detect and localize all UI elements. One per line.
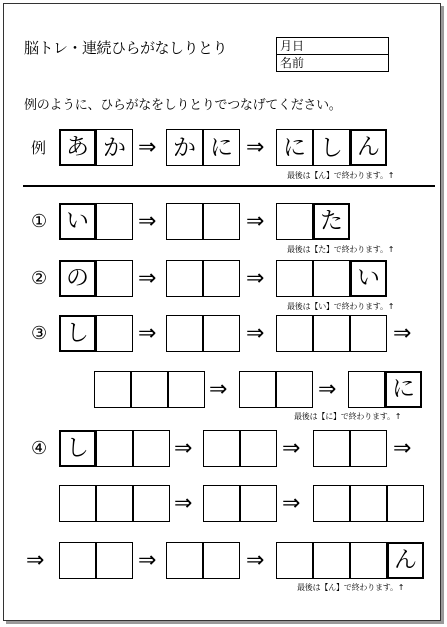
- answer-cell[interactable]: [276, 315, 313, 352]
- answer-cell[interactable]: [168, 371, 205, 408]
- answer-cell[interactable]: [276, 371, 313, 408]
- hint-note: 最後は【い】で終わります。↑: [287, 302, 395, 311]
- example-char-cell: し: [313, 129, 350, 166]
- example-char-cell: あ: [59, 129, 96, 166]
- answer-cell[interactable]: [350, 485, 387, 522]
- end-char-cell: い: [350, 260, 387, 297]
- end-char-cell: に: [385, 371, 422, 408]
- answer-cell[interactable]: [350, 430, 387, 467]
- arrow-icon: ⇒: [246, 321, 265, 346]
- answer-cell[interactable]: [350, 315, 387, 352]
- hint-note: 最後は【に】で終わります。↑: [294, 412, 402, 421]
- arrow-icon: ⇒: [138, 548, 157, 573]
- example-char-cell: か: [166, 129, 203, 166]
- answer-cell[interactable]: [203, 315, 240, 352]
- answer-cell[interactable]: [96, 542, 133, 579]
- question-number: ②: [31, 268, 48, 289]
- answer-cell[interactable]: [96, 203, 133, 240]
- answer-cell[interactable]: [276, 203, 313, 240]
- arrow-icon: ⇒: [282, 436, 301, 461]
- arrow-icon: ⇒: [138, 135, 157, 160]
- answer-cell[interactable]: [276, 260, 313, 297]
- start-char-cell: し: [59, 430, 96, 467]
- answer-cell[interactable]: [203, 203, 240, 240]
- answer-cell[interactable]: [313, 260, 350, 297]
- answer-cell[interactable]: [203, 542, 240, 579]
- arrow-icon: ⇒: [246, 209, 265, 234]
- arrow-icon: ⇒: [26, 548, 45, 573]
- answer-cell[interactable]: [133, 430, 170, 467]
- instruction-text: 例のように、ひらがなをしりとりでつなげてください。: [24, 98, 342, 113]
- answer-cell[interactable]: [387, 485, 424, 522]
- question-number: ①: [31, 211, 48, 232]
- answer-cell[interactable]: [133, 485, 170, 522]
- answer-cell[interactable]: [59, 542, 96, 579]
- example-char-cell: か: [96, 129, 133, 166]
- worksheet-page: [3, 3, 441, 621]
- answer-cell[interactable]: [96, 485, 133, 522]
- answer-cell[interactable]: [313, 542, 350, 579]
- answer-cell[interactable]: [350, 542, 387, 579]
- answer-cell[interactable]: [313, 315, 350, 352]
- answer-cell[interactable]: [313, 485, 350, 522]
- arrow-icon: ⇒: [282, 491, 301, 516]
- date-name-box: [276, 37, 389, 72]
- start-char-cell: し: [59, 315, 96, 352]
- arrow-icon: ⇒: [393, 321, 412, 346]
- answer-cell[interactable]: [203, 260, 240, 297]
- example-label: 例: [31, 139, 47, 157]
- answer-cell[interactable]: [166, 260, 203, 297]
- arrow-icon: ⇒: [174, 491, 193, 516]
- question-number: ④: [31, 438, 48, 459]
- example-char-cell: ん: [350, 129, 387, 166]
- end-char-cell: ん: [387, 542, 424, 579]
- answer-cell[interactable]: [348, 371, 385, 408]
- answer-cell[interactable]: [240, 430, 277, 467]
- end-char-cell: た: [313, 203, 350, 240]
- answer-cell[interactable]: [166, 203, 203, 240]
- hint-note: 最後は【ん】で終わります。↑: [297, 583, 405, 592]
- start-char-cell: の: [59, 260, 96, 297]
- arrow-icon: ⇒: [138, 321, 157, 346]
- arrow-icon: ⇒: [393, 436, 412, 461]
- example-char-cell: に: [203, 129, 240, 166]
- name-field-label[interactable]: 名前: [277, 54, 388, 71]
- hint-note: 最後は【た】で終わります。↑: [287, 245, 395, 254]
- example-hint-note: 最後は【ん】で終わります。↑: [287, 171, 395, 180]
- question-number: ③: [31, 323, 48, 344]
- answer-cell[interactable]: [96, 260, 133, 297]
- arrow-icon: ⇒: [318, 377, 337, 402]
- arrow-icon: ⇒: [246, 135, 265, 160]
- answer-cell[interactable]: [239, 371, 276, 408]
- arrow-icon: ⇒: [174, 436, 193, 461]
- arrow-icon: ⇒: [209, 377, 228, 402]
- answer-cell[interactable]: [313, 430, 350, 467]
- arrow-icon: ⇒: [246, 548, 265, 573]
- answer-cell[interactable]: [203, 485, 240, 522]
- page-title: 脳トレ・連続ひらがなしりとり: [24, 39, 228, 57]
- answer-cell[interactable]: [166, 315, 203, 352]
- example-char-cell: に: [276, 129, 313, 166]
- arrow-icon: ⇒: [246, 266, 265, 291]
- answer-cell[interactable]: [240, 485, 277, 522]
- arrow-icon: ⇒: [138, 209, 157, 234]
- date-field-label[interactable]: 月日: [280, 39, 305, 53]
- answer-cell[interactable]: [276, 542, 313, 579]
- answer-cell[interactable]: [59, 485, 96, 522]
- answer-cell[interactable]: [96, 315, 133, 352]
- answer-cell[interactable]: [96, 430, 133, 467]
- arrow-icon: ⇒: [138, 266, 157, 291]
- start-char-cell: い: [59, 203, 96, 240]
- answer-cell[interactable]: [94, 371, 131, 408]
- answer-cell[interactable]: [203, 430, 240, 467]
- answer-cell[interactable]: [131, 371, 168, 408]
- answer-cell[interactable]: [166, 542, 203, 579]
- section-divider: [23, 185, 435, 187]
